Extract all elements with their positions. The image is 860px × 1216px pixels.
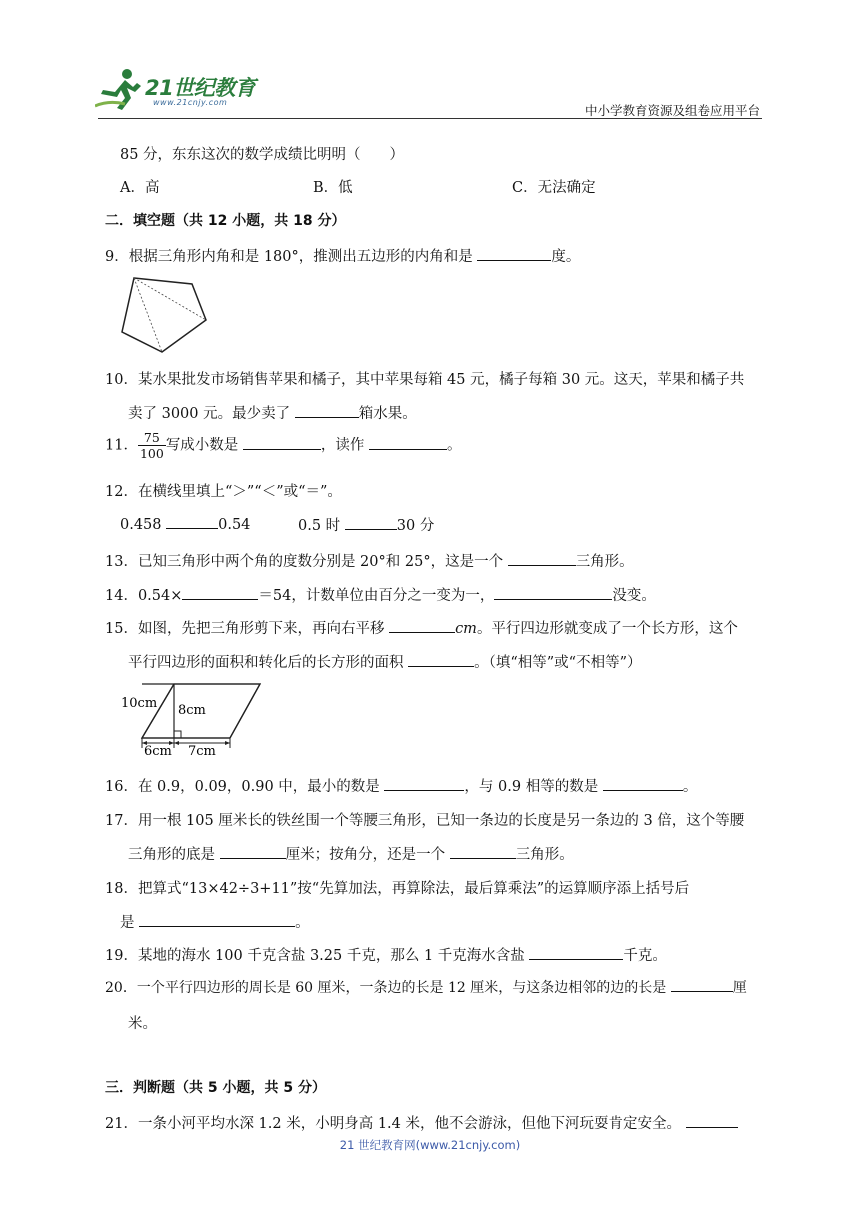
q16-prefix: 16．在 0.9，0.09，0.90 中，最小的数是 [105, 779, 385, 795]
q15-line1 [105, 617, 738, 638]
q10-suffix: 箱水果。 [358, 406, 417, 422]
q15-line2-suffix: 。（填“相等”或“不相等”） [474, 655, 642, 671]
q9 [105, 245, 580, 266]
q12-b-left: 0.5 时 [298, 518, 345, 534]
q17-line2-prefix: 三角形的底是 [128, 847, 220, 863]
q17-blank-2[interactable] [450, 844, 516, 859]
q14-mid: ＝54，计数单位由百分之一变为一， [258, 588, 495, 604]
parallelogram-figure [118, 680, 268, 758]
q16-suffix: 。 [682, 779, 698, 795]
q8-option-c: C．无法确定 [512, 180, 596, 196]
q10-line2-prefix: 卖了 3000 元。最少卖了 [128, 406, 295, 422]
q18-line1: 18．把算式“13×42÷3+11”按“先算加法，再算除法，最后算乘法”的运算顺序添上括号后 [105, 881, 690, 897]
q11-blank-reading[interactable] [369, 435, 447, 450]
figure-label-left-base: 6cm [144, 744, 172, 758]
figure-label-height: 8cm [178, 703, 206, 718]
header-divider [98, 118, 762, 119]
q17-blank-1[interactable] [220, 844, 286, 859]
q16-blank-1[interactable] [384, 776, 464, 791]
section3-title: 三．判断题（共 5 小题，共 5 分） [105, 1080, 326, 1096]
q19-blank[interactable] [529, 945, 623, 960]
q10-line2 [128, 402, 417, 423]
q8-option-b: B．低 [313, 180, 353, 196]
q8-stem: 85 分，东东这次的数学成绩比明明（ ） [120, 147, 405, 163]
q21 [105, 1112, 738, 1133]
q10-line1: 10．某水果批发市场销售苹果和橘子，其中苹果每箱 45 元，橘子每箱 30 元。这天，苹果和橘子共 [105, 372, 745, 388]
q12-b-blank[interactable] [345, 515, 397, 530]
q13-blank[interactable] [508, 551, 576, 566]
q11 [105, 430, 462, 461]
q15-line1-prefix: 15．如图，先把三角形剪下来，再向右平移 [105, 621, 390, 637]
q19-prefix: 19．某地的海水 100 千克含盐 3.25 千克，那么 1 千克海水含盐 [105, 948, 530, 964]
q18-blank[interactable] [139, 912, 295, 927]
q20-line2: 米。 [128, 1016, 157, 1032]
pentagon-figure [118, 272, 210, 356]
q12-a [120, 514, 250, 533]
q20-blank[interactable] [671, 977, 733, 992]
q17-line2-mid: 厘米；按角分，还是一个 [285, 847, 450, 863]
q12-a-right: 0.54 [218, 517, 251, 533]
site-logo [95, 66, 265, 114]
q17-line2-suffix: 三角形。 [515, 847, 574, 863]
q14-suffix: 没变。 [612, 588, 656, 604]
q10-blank[interactable] [295, 403, 359, 418]
q19 [105, 944, 667, 965]
q11-num: 11． [105, 437, 138, 454]
q21-blank[interactable] [686, 1113, 738, 1128]
q16-mid: ，与 0.9 相等的数是 [464, 779, 603, 795]
q17-line2 [128, 843, 574, 864]
q15-line1-suffix: 。平行四边形就变成了一个长方形，这个 [476, 621, 738, 637]
q12-b [298, 514, 434, 535]
q14-prefix: 14．0.54× [105, 588, 183, 604]
figure-label-side: 10cm [121, 696, 158, 711]
q12-stem: 12．在横线里填上“＞”“＜”或“＝”。 [105, 484, 342, 500]
q14-blank-1[interactable] [182, 585, 258, 600]
footer-text: 21 世纪教育网(www.21cnjy.com) [339, 1138, 521, 1152]
q15-unit: cm [455, 621, 477, 637]
section2-title: 二．填空题（共 12 小题，共 18 分） [105, 213, 346, 229]
q15-blank-2[interactable] [408, 652, 474, 667]
q17-line1: 17．用一根 105 厘米长的铁丝围一个等腰三角形，已知一条边的长度是另一条边的 3 倍，这个等腰 [105, 813, 745, 829]
header-platform-text: 中小学教育资源及组卷应用平台 [584, 103, 760, 118]
q16-blank-2[interactable] [603, 776, 683, 791]
q14 [105, 584, 656, 605]
q13-suffix: 三角形。 [575, 554, 634, 570]
q11-mid: 写成小数是 [165, 437, 243, 454]
runner-logo-icon [95, 66, 147, 112]
q18-line2-suffix: 。 [295, 915, 310, 931]
q20-line1-suffix: 厘 [732, 980, 747, 996]
q20-line1-prefix: 20．一个平行四边形的周长是 60 厘米，一条边的长是 12 厘米，与这条边相邻的边的长是 [105, 980, 671, 996]
q13-prefix: 13．已知三角形中两个角的度数分别是 20°和 25°，这是一个 [105, 554, 508, 570]
q11-fraction-denominator: 100 [139, 446, 164, 461]
logo-subtext: www.21cnjy.com [153, 98, 228, 107]
q9-blank[interactable] [477, 246, 551, 261]
q18-line2-prefix: 是 [120, 915, 140, 931]
q18-line2 [120, 911, 310, 932]
q8-option-a: A．高 [120, 180, 160, 196]
q16 [105, 775, 697, 796]
q9-prefix: 9．根据三角形内角和是 180°，推测出五边形的内角和是 [105, 249, 478, 265]
q11-suffix: 。 [447, 437, 462, 454]
q11-fraction [138, 430, 166, 461]
q19-suffix: 千克。 [623, 948, 667, 964]
q12-a-blank[interactable] [166, 514, 218, 529]
logo-text: 21世纪教育 [145, 76, 256, 100]
q12-a-left: 0.458 [120, 517, 167, 533]
figure-label-right-base: 7cm [188, 744, 216, 758]
q11-mid2: ，读作 [320, 437, 370, 454]
q20-line1 [105, 977, 747, 997]
q13 [105, 550, 634, 571]
q15-blank-1[interactable] [389, 618, 455, 633]
q15-line2 [128, 651, 642, 672]
q21-text: 21．一条小河平均水深 1.2 米，小明身高 1.4 米，他不会游泳，但他下河玩耍肯定安全。 [105, 1116, 686, 1132]
q11-fraction-numerator: 75 [138, 430, 166, 446]
q14-blank-2[interactable] [494, 585, 612, 600]
q15-line2-prefix: 平行四边形的面积和转化后的长方形的面积 [128, 655, 409, 671]
q12-b-right: 30 分 [396, 518, 435, 534]
q11-blank-decimal[interactable] [243, 435, 321, 450]
q9-suffix: 度。 [551, 249, 581, 265]
